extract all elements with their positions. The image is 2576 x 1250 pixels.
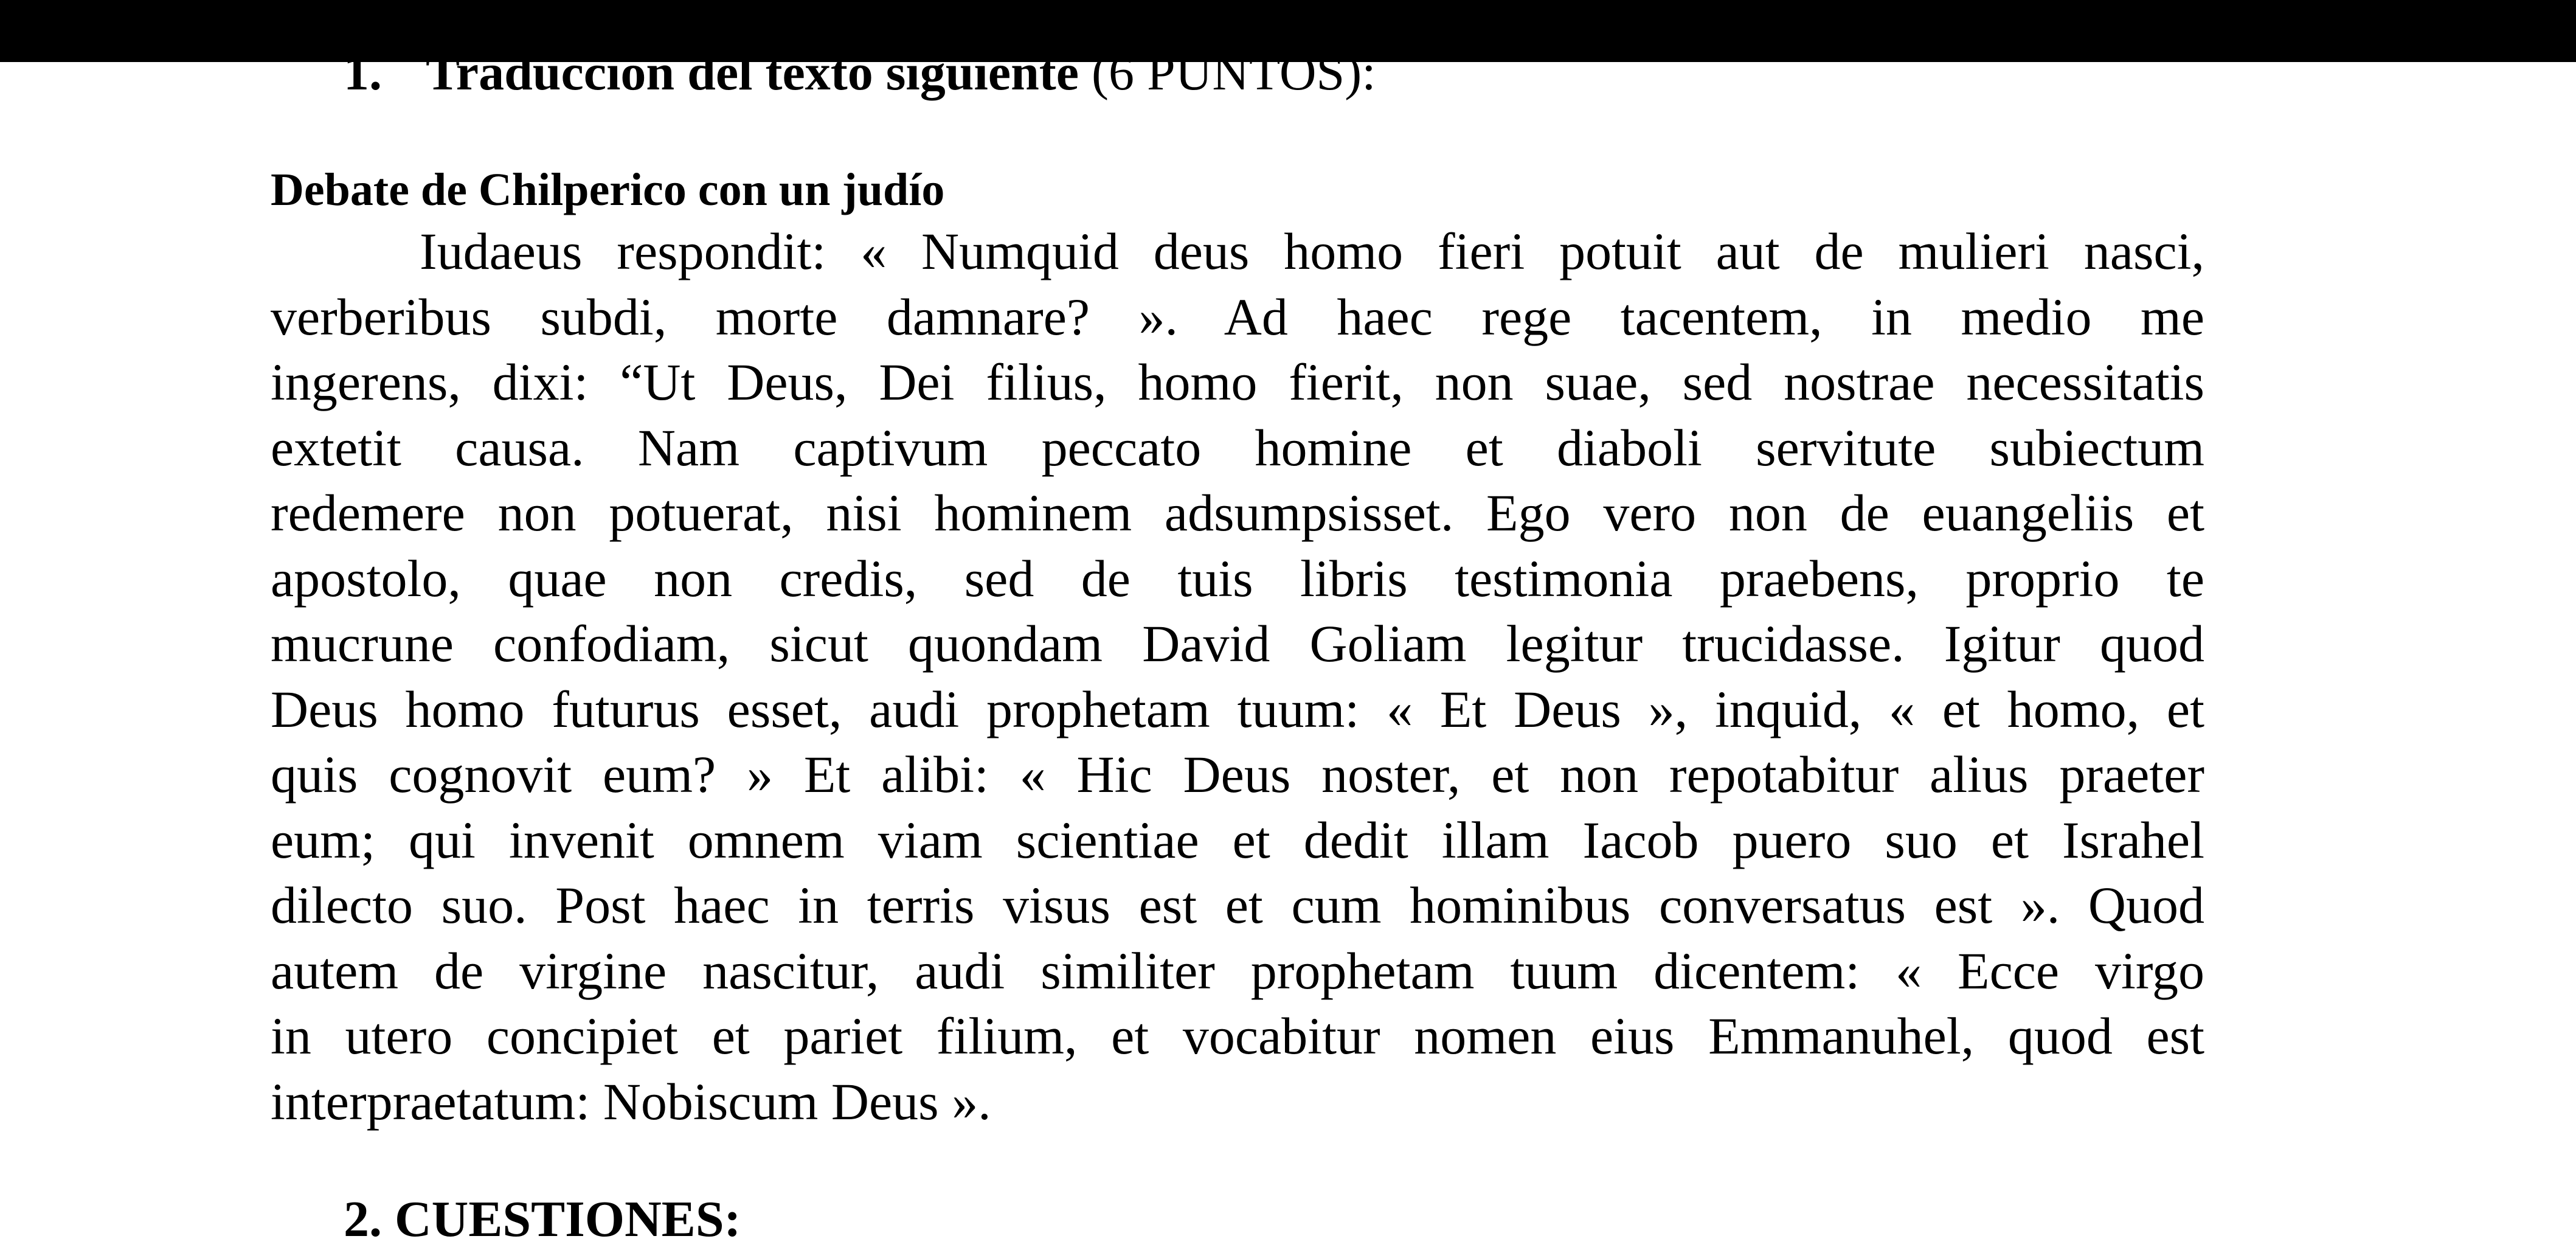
section-1-points: (6 PUNTOS): <box>1092 44 1376 101</box>
passage-line: extetit causa. Nam captivum peccato homine et diaboli servitute subiectum <box>271 418 2204 477</box>
text-title: Debate de Chilperico con un judío <box>271 164 945 215</box>
passage-line: ingerens, dixi: “Ut Deus, Dei filius, homo fierit, non suae, sed nostrae necessitatis <box>271 353 2204 411</box>
passage-line: Deus homo futurus esset, audi prophetam tuum: « Et Deus », inquid, « et homo, et <box>271 679 2204 738</box>
passage-line: dilecto suo. Post haec in terris visus est et cum hominibus conversatus est ». Quod <box>271 876 2204 934</box>
latin-passage <box>271 219 2204 1134</box>
passage-line: apostolo, quae non credis, sed de tuis libris testimonia praebens, proprio te <box>271 549 2204 608</box>
passage-line: mucrune confodiam, sicut quondam David Goliam legitur trucidasse. Igitur quod <box>271 614 2204 673</box>
passage-line: Iudaeus respondit: « Numquid deus homo fieri potuit aut de mulieri nasci, <box>420 222 2204 280</box>
section-2-heading: 2. CUESTIONES: <box>344 1191 741 1248</box>
passage-line: quis cognovit eum? » Et alibi: « Hic Deus noster, et non repotabitur alius praeter <box>271 745 2204 804</box>
section-1-heading <box>344 43 1376 103</box>
section-1-title: Traducción del texto siguiente <box>426 44 1079 101</box>
passage-line: redemere non potuerat, nisi hominem adsumpsisset. Ego vero non de euangeliis et <box>271 484 2204 542</box>
section-1-number: 1. <box>344 44 382 101</box>
passage-line: in utero concipiet et pariet filium, et vocabitur nomen eius Emmanuhel, quod est <box>271 1007 2204 1065</box>
passage-line: interpraetatum: Nobiscum Deus ». <box>271 1072 991 1131</box>
passage-line: autem de virgine nascitur, audi similiter prophetam tuum dicentem: « Ecce virgo <box>271 941 2204 1000</box>
passage-line: eum; qui invenit omnem viam scientiae et dedit illam Iacob puero suo et Israhel <box>271 810 2204 869</box>
passage-line: verberibus subdi, morte damnare? ». Ad haec rege tacentem, in medio me <box>271 287 2204 346</box>
